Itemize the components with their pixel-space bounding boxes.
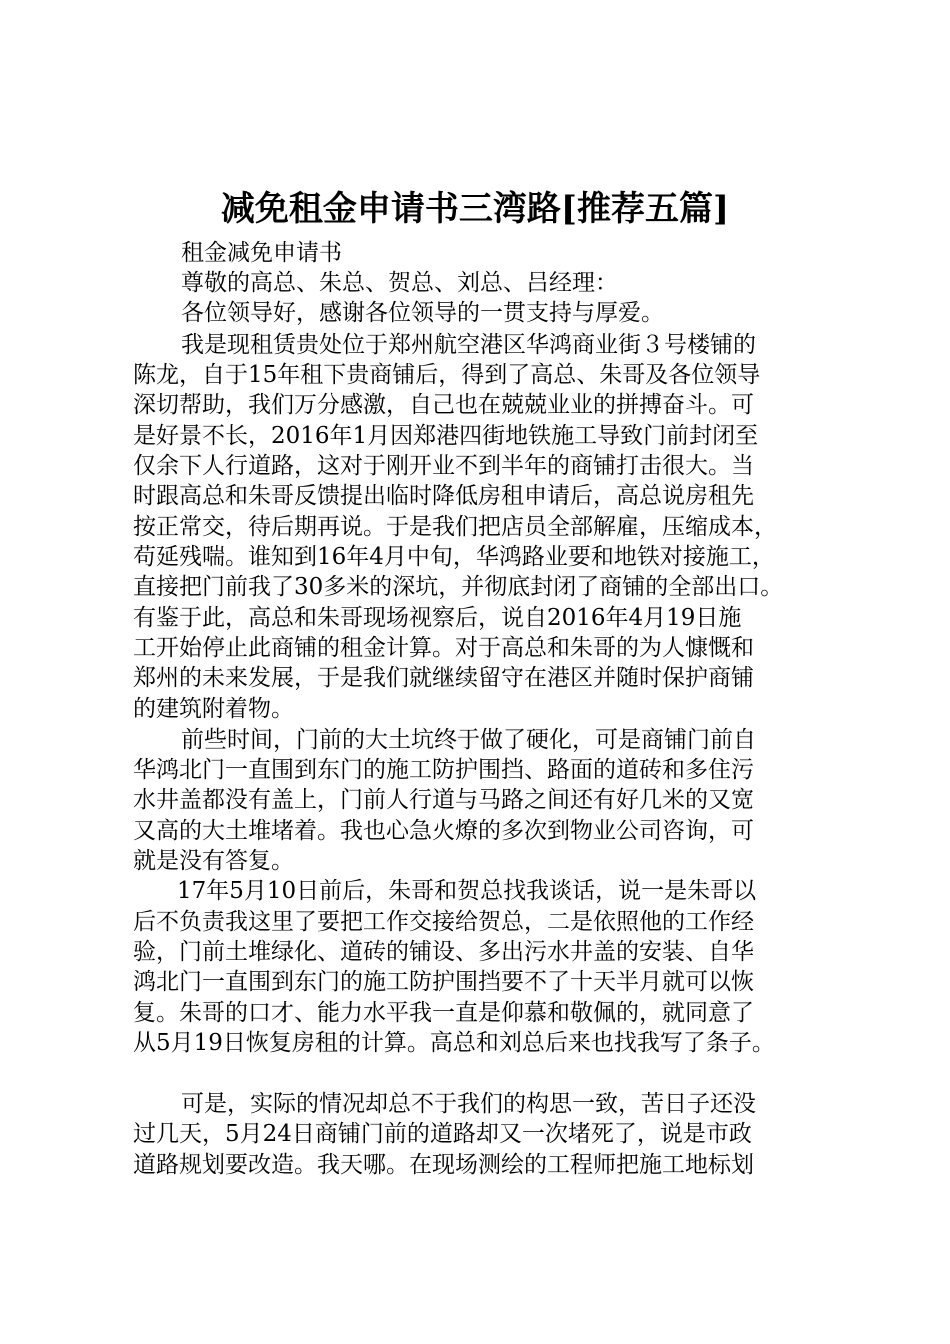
text-line: 鸿北门一直围到东门的施工防护围挡要不了十天半月就可以恢 xyxy=(133,969,754,995)
text-line: 复。朱哥的口才、能力水平我一直是仰慕和敬佩的，就同意了 xyxy=(133,1000,754,1026)
text-line: 各位领导好，感谢各位领导的一贯支持与厚爱。 xyxy=(181,300,664,326)
text-line: 郑州的未来发展，于是我们就继续留守在港区并随时保护商铺 xyxy=(133,665,754,691)
text-line: 道路规划要改造。我天哪。在现场测绘的工程师把施工地标划 xyxy=(133,1152,754,1178)
text-line: 从5月19日恢复房租的计算。高总和刘总后来也找我写了条子。 xyxy=(133,1030,775,1056)
text-line: 租金减免申请书 xyxy=(181,240,342,266)
text-line: 17年5月10日前后，朱哥和贺总找我谈话，说一是朱哥以 xyxy=(177,878,757,904)
text-line: 直接把门前我了30多米的深坑，并彻底封闭了商铺的全部出口。 xyxy=(133,574,784,600)
text-line: 水井盖都没有盖上，门前人行道与马路之间还有好几米的又宽 xyxy=(133,787,754,813)
text-line: 就是没有答复。 xyxy=(133,848,294,874)
text-line: 时跟高总和朱哥反馈提出临时降低房租申请后，高总说房租先 xyxy=(133,483,754,509)
text-line: 工开始停止此商铺的租金计算。对于高总和朱哥的为人慷慨和 xyxy=(133,635,754,661)
text-line: 是好景不长，2016年1月因郑港四街地铁施工导致门前封闭至 xyxy=(133,423,759,449)
text-line: 深切帮助，我们万分感激，自己也在兢兢业业的拼搏奋斗。可 xyxy=(133,392,754,418)
text-line: 的建筑附着物。 xyxy=(133,696,294,722)
text-line: 可是，实际的情况却总不于我们的构思一致，苦日子还没 xyxy=(181,1091,756,1117)
text-line: 我是现租赁贵处位于郑州航空港区华鸿商业街３号楼铺的 xyxy=(181,332,756,358)
text-line: 苟延残喘。谁知到16年4月中旬，华鸿路业要和地铁对接施工， xyxy=(133,544,775,570)
text-line: 有鉴于此，高总和朱哥现场视察后，说自2016年4月19日施 xyxy=(133,605,742,631)
text-line: 华鸿北门一直围到东门的施工防护围挡、路面的道砖和多住污 xyxy=(133,757,754,783)
text-line: 尊敬的高总、朱总、贺总、刘总、吕经理： xyxy=(181,270,618,296)
document-title: 减免租金申请书三湾路[推荐五篇] xyxy=(220,189,730,229)
text-line: 前些时间，门前的大土坑终于做了硬化，可是商铺门前自 xyxy=(181,727,756,753)
text-line: 仅余下人行道路，这对于刚开业不到半年的商铺打击很大。当 xyxy=(133,453,754,479)
text-line: 又高的大土堆堵着。我也心急火燎的多次到物业公司咨询，可 xyxy=(133,818,754,844)
text-line: 后不负责我这里了要把工作交接给贺总，二是依照他的工作经 xyxy=(133,909,754,935)
text-line: 过几天，5月24日商铺门前的道路却又一次堵死了，说是市政 xyxy=(133,1121,752,1147)
text-line: 按正常交，待后期再说。于是我们把店员全部解雇，压缩成本， xyxy=(133,514,777,540)
text-line: 验，门前土堆绿化、道砖的铺设、多出污水井盖的安装、自华 xyxy=(133,939,754,965)
text-line: 陈龙，自于15年租下贵商铺后，得到了高总、朱哥及各位领导 xyxy=(133,362,761,388)
